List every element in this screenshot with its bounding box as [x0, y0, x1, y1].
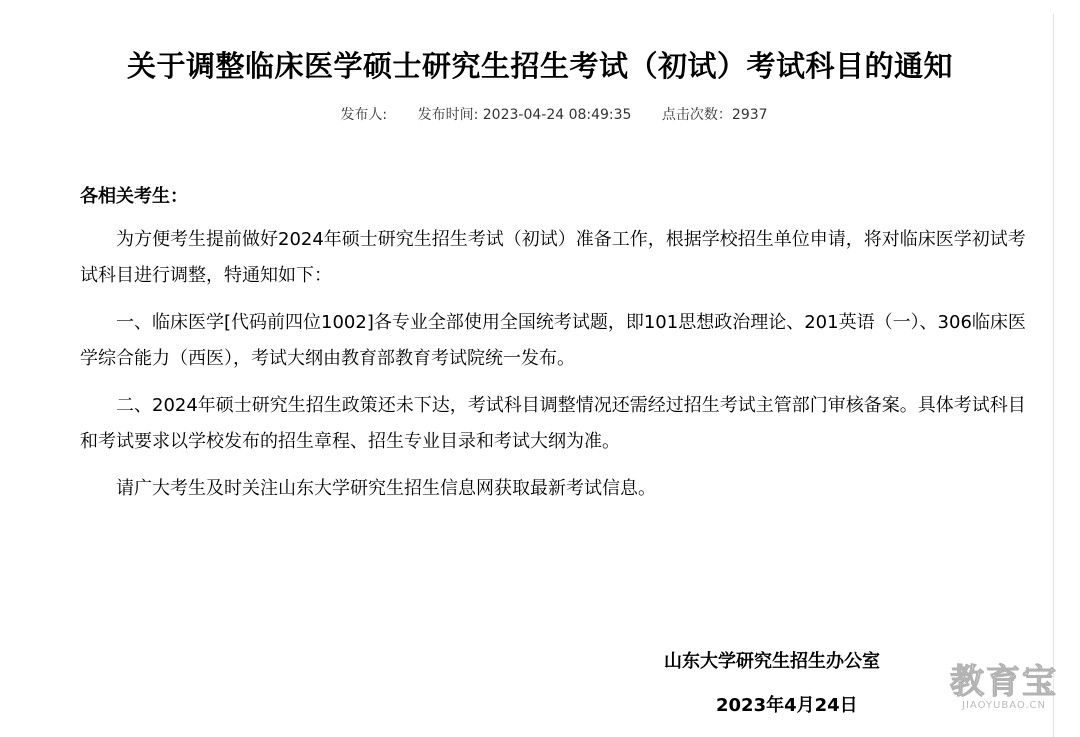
paragraph-item-2: 二、2024年硕士研究生招生政策还未下达，考试科目调整情况还需经过招生考试主管部门审核备案。具体考试科目和考试要求以学校发布的招生章程、招生专业目录和考试大纲为准。 — [80, 395, 1026, 452]
signature-date: 2023年4月24日 — [716, 695, 858, 716]
view-count: 点击次数：2937 — [661, 107, 768, 123]
page-title: 关于调整临床医学硕士研究生招生考试（初试）考试科目的通知 — [126, 49, 953, 83]
paragraph-item-1: 一、临床医学[代码前四位1002]各专业全部使用全国统考试题，即101思想政治理论、201英语（一）、306临床医学综合能力（西医），考试大纲由教育部教育考试院统一发布。 — [80, 312, 1026, 369]
paragraph-closing: 请广大考生及时关注山东大学研究生招生信息网获取最新考试信息。 — [116, 478, 656, 499]
article-body — [80, 222, 1030, 518]
signature-office: 山东大学研究生招生办公室 — [664, 651, 880, 672]
article-meta — [0, 104, 1080, 124]
watermark-logo — [950, 664, 1058, 711]
paragraph-intro: 为方便考生提前做好2024年硕士研究生招生考试（初试）准备工作，根据学校招生单位申请，将对临床医学初试考试科目进行调整，特通知如下： — [80, 229, 1026, 286]
watermark-url: JIAOYUBAO.CN — [962, 700, 1046, 711]
publish-time: 发布时间: 2023-04-24 08:49:35 — [417, 107, 632, 123]
watermark-text: 教育宝 — [950, 662, 1058, 702]
greeting: 各相关考生： — [80, 186, 188, 207]
publisher-label: 发布人: — [340, 107, 388, 123]
